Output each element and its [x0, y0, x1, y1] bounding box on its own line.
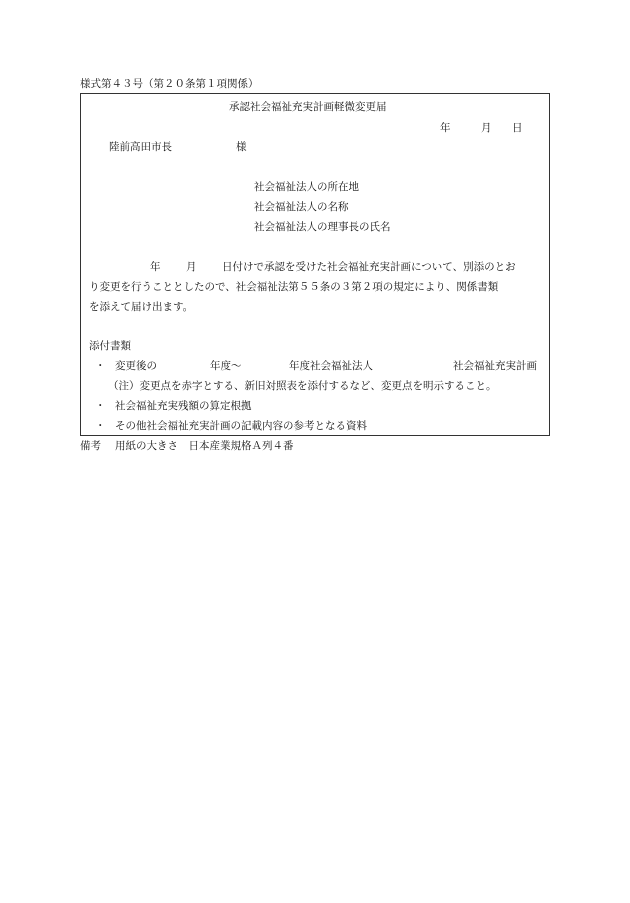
attachment-item-1-part-a: 変更後の — [115, 360, 157, 372]
body-month-label: 月 — [186, 261, 197, 273]
body-year-label: 年 — [150, 261, 161, 273]
form-number: 様式第４３号（第２０条第１項関係） — [80, 78, 259, 90]
attachment-item-1-part-b: 年度～ — [210, 360, 242, 372]
attachment-item-1-part-c: 年度社会福祉法人 — [289, 360, 373, 372]
remarks-label: 備考 — [80, 440, 101, 452]
attachment-note: （注）変更点を赤字とする、新旧対照表を添付するなど、変更点を明示すること。 — [108, 380, 497, 392]
attachment-item-2: 社会福祉充実残額の算定根拠 — [115, 400, 252, 412]
attachment-bullet-1: ・ — [95, 360, 106, 372]
attachments-heading: 添付書類 — [89, 340, 131, 352]
attachment-bullet-2: ・ — [95, 400, 106, 412]
applicant-representative-label: 社会福祉法人の理事長の氏名 — [254, 221, 391, 233]
addressee: 陸前高田市長 — [109, 141, 172, 153]
attachment-item-1-part-d: 社会福祉充実計画 — [453, 360, 537, 372]
form-title: 承認社会福祉充実計画軽微変更届 — [229, 101, 387, 113]
body-line-1: 日付けで承認を受けた社会福祉充実計画について、別添のとお — [222, 261, 516, 273]
date-year-label: 年 — [440, 122, 451, 134]
applicant-address-label: 社会福祉法人の所在地 — [254, 181, 359, 193]
body-line-3: を添えて届け出ます。 — [89, 301, 194, 313]
date-day-label: 日 — [512, 122, 523, 134]
attachment-bullet-3: ・ — [95, 420, 106, 432]
body-line-2: り変更を行うこととしたので、社会福祉法第５５条の３第２項の規定により、関係書類 — [89, 281, 499, 293]
applicant-name-label: 社会福祉法人の名称 — [254, 201, 349, 213]
date-month-label: 月 — [481, 122, 492, 134]
remarks-text: 用紙の大きさ 日本産業規格Ａ列４番 — [115, 440, 294, 452]
attachment-item-3: その他社会福祉充実計画の記載内容の参考となる資料 — [115, 420, 367, 432]
addressee-honorific: 様 — [236, 141, 247, 153]
